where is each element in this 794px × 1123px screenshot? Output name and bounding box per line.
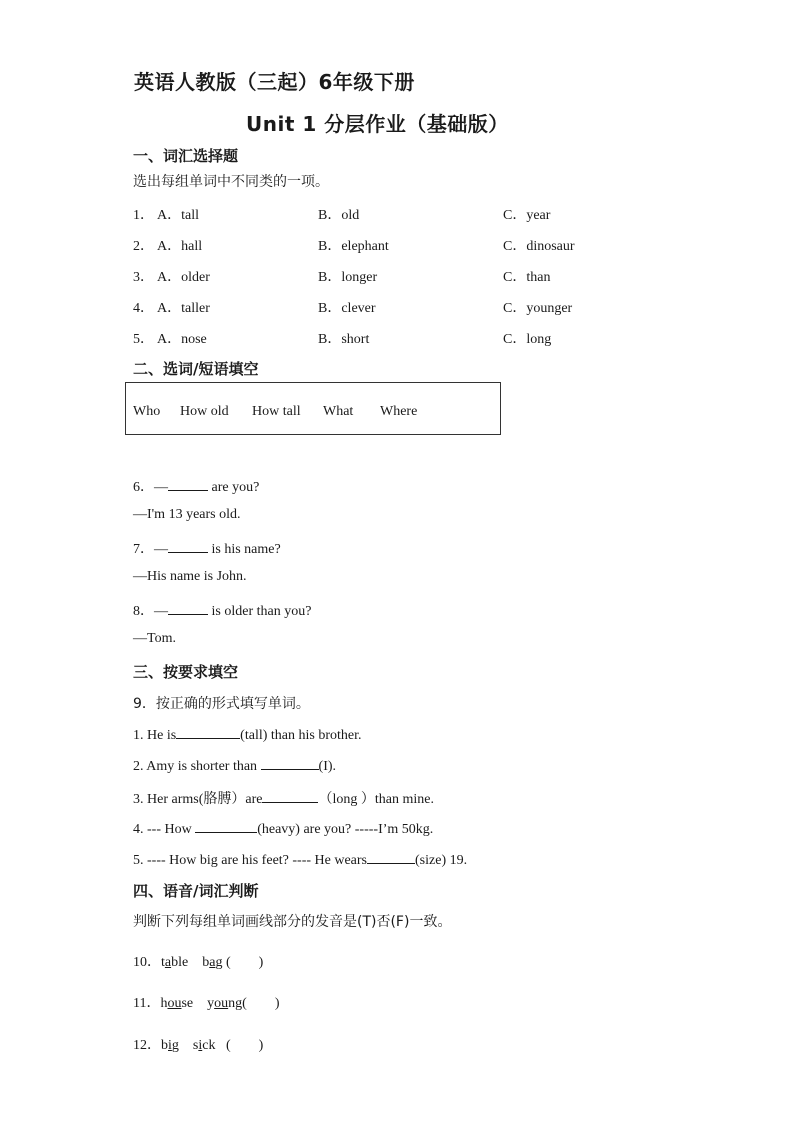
question-5-option-c: C．long — [503, 332, 552, 347]
question-5-option-b: B．short — [318, 332, 370, 347]
page-subtitle: Unit 1 分层作业（基础版） — [246, 112, 509, 136]
phonics-item-12-number: 12． — [133, 1038, 161, 1053]
question-3-option-b: B．longer — [318, 270, 378, 285]
answer-blank[interactable] — [168, 477, 208, 491]
fill-item-3-prefix: 3. Her arms(胳膊）are — [133, 792, 263, 807]
question-1-number: 1． — [133, 208, 154, 223]
question-8 — [133, 600, 311, 620]
word-bank-item: Where — [380, 404, 418, 419]
underlined-letters: i — [198, 1038, 203, 1053]
answer-parentheses[interactable]: ( ) — [225, 955, 264, 970]
question-8-prefix: 8．— — [133, 604, 168, 619]
question-4-option-c: C．younger — [503, 301, 573, 316]
question-1-option-c: C．year — [503, 208, 551, 223]
word-part: ng — [228, 996, 243, 1011]
word-part: h — [160, 996, 168, 1011]
section3-instruction: 9．按正确的形式填写单词。 — [133, 696, 310, 712]
phonics-item-11 — [133, 992, 279, 1012]
phonics-item-12 — [133, 1034, 263, 1054]
answer-blank[interactable] — [195, 819, 257, 833]
fill-item-5 — [133, 850, 467, 869]
answer-blank[interactable] — [168, 539, 208, 553]
fill-item-3-suffix: （long ）than mine. — [318, 792, 434, 807]
underlined-letters: ou — [214, 996, 229, 1011]
question-8-text: is older than you? — [208, 604, 312, 619]
phonics-item-10 — [133, 951, 263, 971]
word-part: g — [215, 955, 223, 970]
question-7-text: is his name? — [208, 542, 281, 557]
word-part: b — [202, 955, 210, 970]
answer-blank[interactable] — [168, 601, 208, 615]
word-bank-item: What — [323, 404, 354, 419]
question-4-option-a: A．taller — [157, 301, 210, 316]
page-title: 英语人教版（三起）6年级下册 — [134, 70, 415, 94]
word-bank-item: How old — [180, 404, 229, 419]
fill-item-2-prefix: 2. Amy is shorter than — [133, 759, 261, 774]
word-part: ck — [202, 1038, 216, 1053]
question-5-option-a: A．nose — [157, 332, 207, 347]
phonics-item-11-number: 11． — [133, 996, 161, 1011]
question-3-option-c: C．than — [503, 270, 551, 285]
fill-item-1-prefix: 1. He is — [133, 728, 177, 743]
fill-item-5-prefix: 5. ---- How big are his feet? ---- He wears — [133, 853, 368, 868]
word-part: y — [207, 996, 215, 1011]
question-2-number: 2． — [133, 239, 154, 254]
question-1-option-a: A．tall — [157, 208, 199, 223]
word-part: t — [161, 955, 165, 970]
word-bank-item: How tall — [252, 404, 301, 419]
fill-item-1-suffix: (tall) than his brother. — [240, 728, 362, 743]
answer-blank[interactable] — [367, 850, 415, 864]
answer-blank[interactable] — [176, 725, 240, 739]
question-5-number: 5． — [133, 332, 154, 347]
question-3-option-a: A．older — [157, 270, 210, 285]
answer-blank[interactable] — [262, 789, 318, 803]
question-6 — [133, 476, 259, 496]
underlined-letters: i — [168, 1038, 172, 1053]
word-part: g — [171, 1038, 179, 1053]
question-4-option-b: B．clever — [318, 301, 376, 316]
question-2-option-b: B．elephant — [318, 239, 389, 254]
question-7-prefix: 7．— — [133, 542, 168, 557]
fill-item-1 — [133, 725, 361, 744]
phonics-item-10-number: 10． — [133, 955, 161, 970]
section1-instruction: 选出每组单词中不同类的一项。 — [133, 174, 329, 190]
question-4-number: 4． — [133, 301, 154, 316]
section3-heading: 三、按要求填空 — [133, 663, 239, 681]
section4-instruction: 判断下列每组单词画线部分的发音是(T)否(F)一致。 — [133, 914, 452, 930]
question-2-option-c: C．dinosaur — [503, 239, 575, 254]
underlined-letters: a — [209, 955, 216, 970]
word-part: se — [181, 996, 194, 1011]
answer-parentheses[interactable]: ( ) — [242, 996, 280, 1011]
question-2-option-a: A．hall — [157, 239, 203, 254]
section2-heading: 二、选词/短语填空 — [133, 360, 259, 378]
question-3-number: 3． — [133, 270, 154, 285]
answer-7: —His name is John. — [133, 569, 247, 584]
question-1-option-b: B．old — [318, 208, 360, 223]
answer-parentheses[interactable]: ( ) — [225, 1038, 264, 1053]
section1-heading: 一、词汇选择题 — [133, 147, 239, 165]
section4-heading: 四、语音/词汇判断 — [133, 882, 259, 900]
fill-item-5-suffix: (size) 19. — [415, 853, 468, 868]
question-7 — [133, 538, 281, 558]
word-part: ble — [171, 955, 189, 970]
fill-item-4-suffix: (heavy) are you? -----I’m 50kg. — [257, 822, 434, 837]
fill-item-4 — [133, 819, 433, 838]
question-6-prefix: 6．— — [133, 480, 168, 495]
fill-item-2-suffix: (I). — [318, 759, 337, 774]
underlined-letters: a — [164, 955, 172, 970]
question-6-text: are you? — [208, 480, 260, 495]
answer-8: —Tom. — [133, 631, 176, 646]
fill-item-3 — [133, 788, 434, 808]
word-part: s — [192, 1038, 199, 1053]
answer-blank[interactable] — [261, 756, 319, 770]
word-bank-item: Who — [133, 404, 161, 419]
fill-item-2 — [133, 756, 336, 775]
answer-6: —I'm 13 years old. — [133, 507, 241, 522]
underlined-letters: ou — [167, 996, 182, 1011]
word-part: b — [161, 1038, 168, 1053]
fill-item-4-prefix: 4. --- How — [133, 822, 196, 837]
